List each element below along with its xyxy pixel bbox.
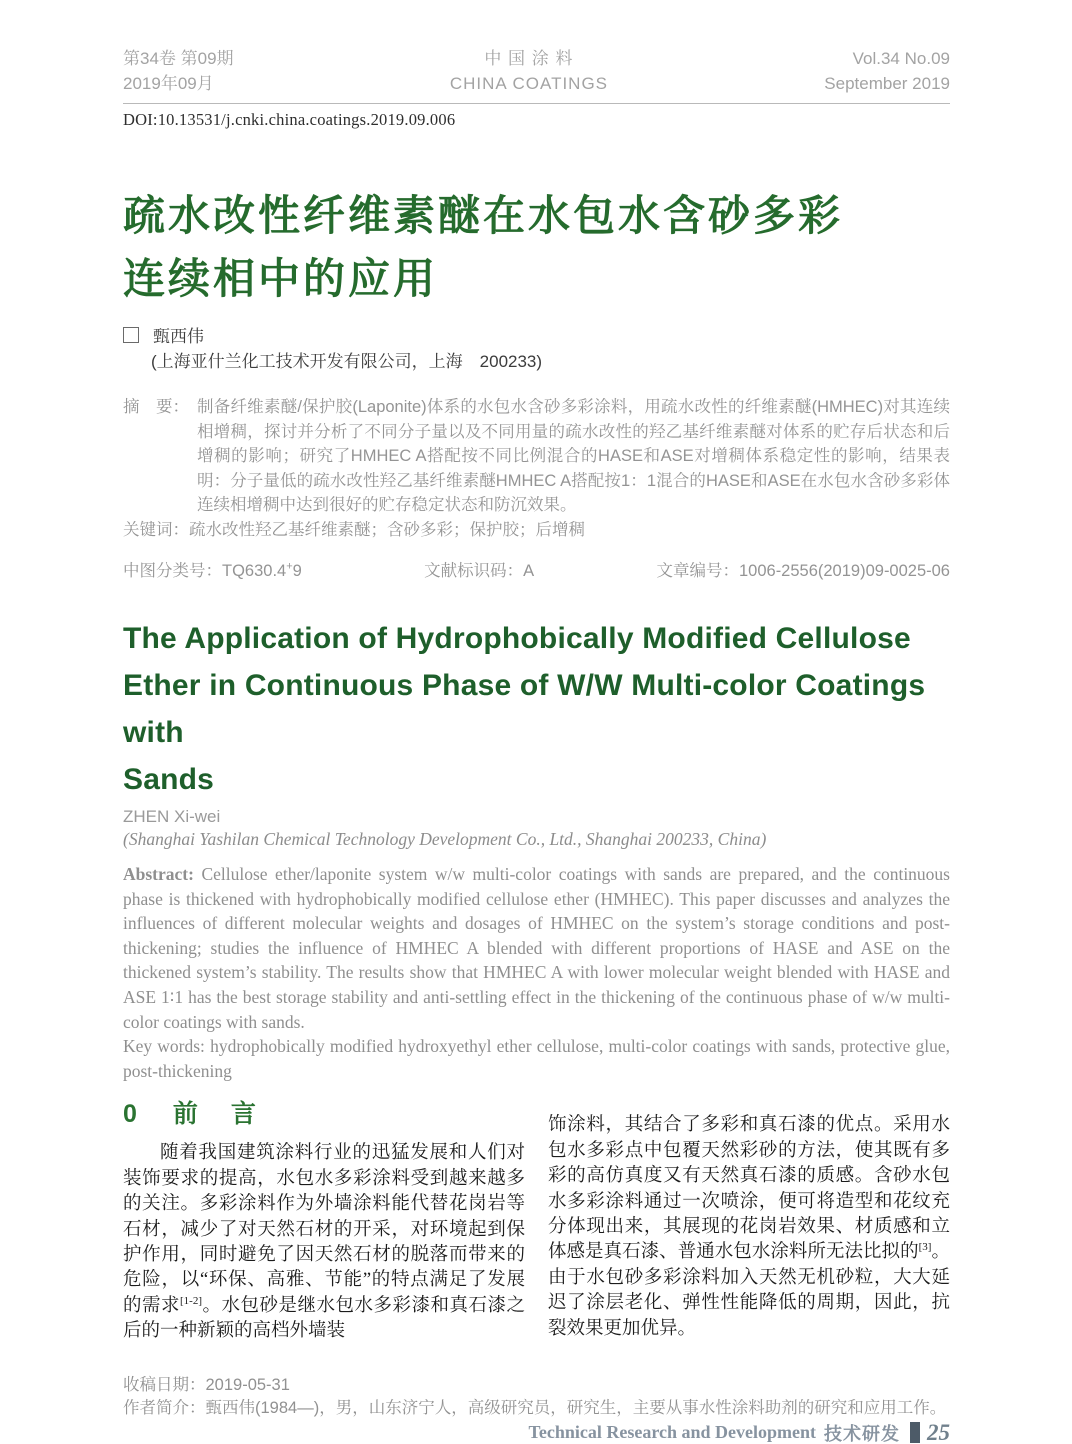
abstract-en	[123, 862, 950, 1034]
journal-name-zh: 中 国 涂 料	[484, 49, 574, 68]
author-name-zh: 甄西伟	[153, 327, 204, 346]
volume-number-en: Vol.34 No.09	[852, 49, 950, 68]
keywords-en-text: hydrophobically modified hydroxyethyl ether cellulose, multi-color coatings with sands, protective glue, post-thickening	[123, 1036, 950, 1081]
author-checkbox-icon	[123, 327, 139, 343]
page-footer	[123, 1420, 950, 1444]
issue-volume-zh: 第34卷 第09期	[123, 49, 234, 68]
issue-date-zh: 2019年09月	[123, 74, 214, 93]
keywords-zh-label: 关键词：	[123, 520, 189, 539]
abstract-en-text: Cellulose ether/laponite system w/w multi-color coatings with sands are prepared, and the continuous phase is thickened with hydrophobically modified cellulose ether (HMHEC). This paper discusses and analyzes the influences of different molecular weights and dosages of HMHEC on the system’s storage conditions and post-thickening; studies the influence of HMHEC A blended with different proportions of HASE and ASE on the thickened system’s stability. The results show that HMHEC A with lower molecular weight blended with HASE and ASE 1∶1 has the best storage stability and anti-settling effect in the thickening of the continuous phase of w/w multi-color coatings with sands.	[123, 864, 950, 1032]
section-number: 0	[123, 1100, 137, 1129]
clc-tail: 9	[292, 562, 302, 580]
article-title-en-line2: Ether in Continuous Phase of W/W Multi-color Coatings with	[123, 669, 926, 749]
received-date-label: 收稿日期：	[123, 1375, 206, 1394]
article-title-zh-line2: 连续相中的应用	[123, 255, 439, 302]
intro-right-text-after: 。由于水包砂多彩涂料加入天然无机砂粒，大大延迟了涂层老化、弹性性能降低的周期，因此，抗裂效果更加优异。	[548, 1242, 950, 1339]
section-title: 前 言	[172, 1100, 260, 1129]
footer-section-zh: 技术研发	[824, 1423, 900, 1444]
author-bio-text: 甄西伟(1984—)，男，山东济宁人，高级研究员，研究生，主要从事水性涂料助剂的研究和应用工作。	[205, 1398, 947, 1417]
article-title-zh-line1: 疏水改性纤维素醚在水包水含砂多彩	[123, 192, 844, 239]
abstract-zh-label: 摘 要：	[123, 398, 189, 416]
section-heading	[123, 1101, 525, 1128]
page-number-bar-icon	[910, 1422, 920, 1443]
intro-paragraph-right	[548, 1113, 950, 1342]
abstract-zh-text: 制备纤维素醚/保护胶(Laponite)体系的水包水含砂多彩涂料，用疏水改性的纤维素醚(HMHEC)对其连续相增稠，探讨并分析了不同分子量以及不同用量的疏水改性的羟乙基纤维素醚对体系的贮存后状态和后增稠的影响；研究了HMHEC A搭配按不同比例混合的HASE和ASE对增稠体系稳定性的影响，结果表明：分子量低的疏水改性羟乙基纤维素醚HMHEC A搭配按1：1混合的HASE和ASE在水包水含砂多彩体连续相增稠中达到很好的贮存稳定状态和防沉效果。	[197, 398, 950, 514]
issue-date-en: September 2019	[824, 74, 950, 93]
footnotes	[123, 1374, 950, 1420]
clc-label: 中图分类号：	[123, 562, 222, 580]
keywords-en-label: Key words:	[123, 1036, 205, 1057]
citation-ref-1-2: [1-2]	[180, 1294, 202, 1307]
clc-superscript: +	[286, 560, 293, 573]
affiliation-en: (Shanghai Yashilan Chemical Technology Development Co., Ltd., Shanghai 200233, China)	[123, 829, 767, 849]
intro-right-column	[548, 1101, 950, 1344]
article-number-value: 1006-2556(2019)09-0025-06	[738, 562, 950, 580]
received-date-value: 2019-05-31	[205, 1375, 290, 1394]
author-name-en: ZHEN Xi-wei	[123, 807, 221, 826]
intro-left-text: 随着我国建筑涂料行业的迅猛发展和人们对装饰要求的提高，水包水多彩涂料受到越来越多的关注。多彩涂料作为外墙涂料能代替花岗岩等石材，减少了对天然石材的开采，对环境起到保护作用，同时避免了因天然石材的脱落而带来的危险，以“环保、高雅、节能”的特点满足了发展的需求	[123, 1143, 525, 1316]
author-bio-label: 作者简介：	[123, 1398, 206, 1417]
abstract-en-label: Abstract:	[123, 864, 194, 884]
journal-name-en: CHINA COATINGS	[449, 74, 609, 93]
document-code-value: A	[523, 562, 535, 580]
header-issue-info	[123, 46, 234, 96]
journal-header	[123, 46, 950, 96]
doi-line: DOI:10.13531/j.cnki.china.coatings.2019.09.006	[123, 110, 456, 129]
keywords-zh	[123, 518, 950, 543]
keywords-zh-text: 疏水改性羟乙基纤维素醚；含砂多彩；保护胶；后增稠	[189, 520, 585, 539]
page-number: 25	[927, 1419, 950, 1444]
header-volume-info	[824, 46, 950, 96]
received-date-line	[123, 1374, 950, 1397]
clc-number	[123, 557, 302, 581]
article-number-label: 文章编号：	[656, 562, 739, 580]
article-title-en	[123, 615, 950, 803]
abstract-zh	[123, 395, 950, 518]
keywords-en	[123, 1034, 950, 1083]
intro-columns	[123, 1101, 950, 1344]
classification-row	[123, 557, 950, 581]
document-code	[424, 557, 534, 581]
intro-left-column	[123, 1101, 525, 1344]
author-bio-line	[123, 1397, 950, 1420]
document-code-label: 文献标识码：	[424, 562, 524, 580]
intro-left-text-after: 。水包砂是继水包水多彩漆和真石漆之后的一种新颖的高档外墙装	[123, 1295, 525, 1342]
article-title-zh	[123, 184, 950, 310]
citation-ref-3: [3]	[918, 1241, 932, 1254]
footer-section-en: Technical Research and Development	[528, 1422, 816, 1443]
article-title-en-line1: The Application of Hydrophobically Modified Cellulose	[123, 622, 911, 655]
clc-base: TQ630.4	[222, 562, 287, 580]
header-divider	[123, 103, 950, 104]
header-journal-name	[450, 46, 608, 96]
author-row	[123, 322, 950, 347]
intro-right-text: 饰涂料，其结合了多彩和真石漆的优点。采用水包水多彩点中包覆天然彩砂的方法，使其既有多彩的高仿真度又有天然真石漆的质感。含砂水包水多彩涂料通过一次喷涂，便可将造型和花纹充分体现出来，其展现的花岗岩效果、材质感和立体感是真石漆、普通水包水涂料所无法比拟的	[548, 1115, 950, 1263]
article-number	[656, 557, 950, 581]
affiliation-zh: (上海亚什兰化工技术开发有限公司，上海 200233)	[151, 352, 543, 371]
article-title-en-line3: Sands	[123, 763, 215, 796]
intro-paragraph-left	[123, 1141, 525, 1344]
